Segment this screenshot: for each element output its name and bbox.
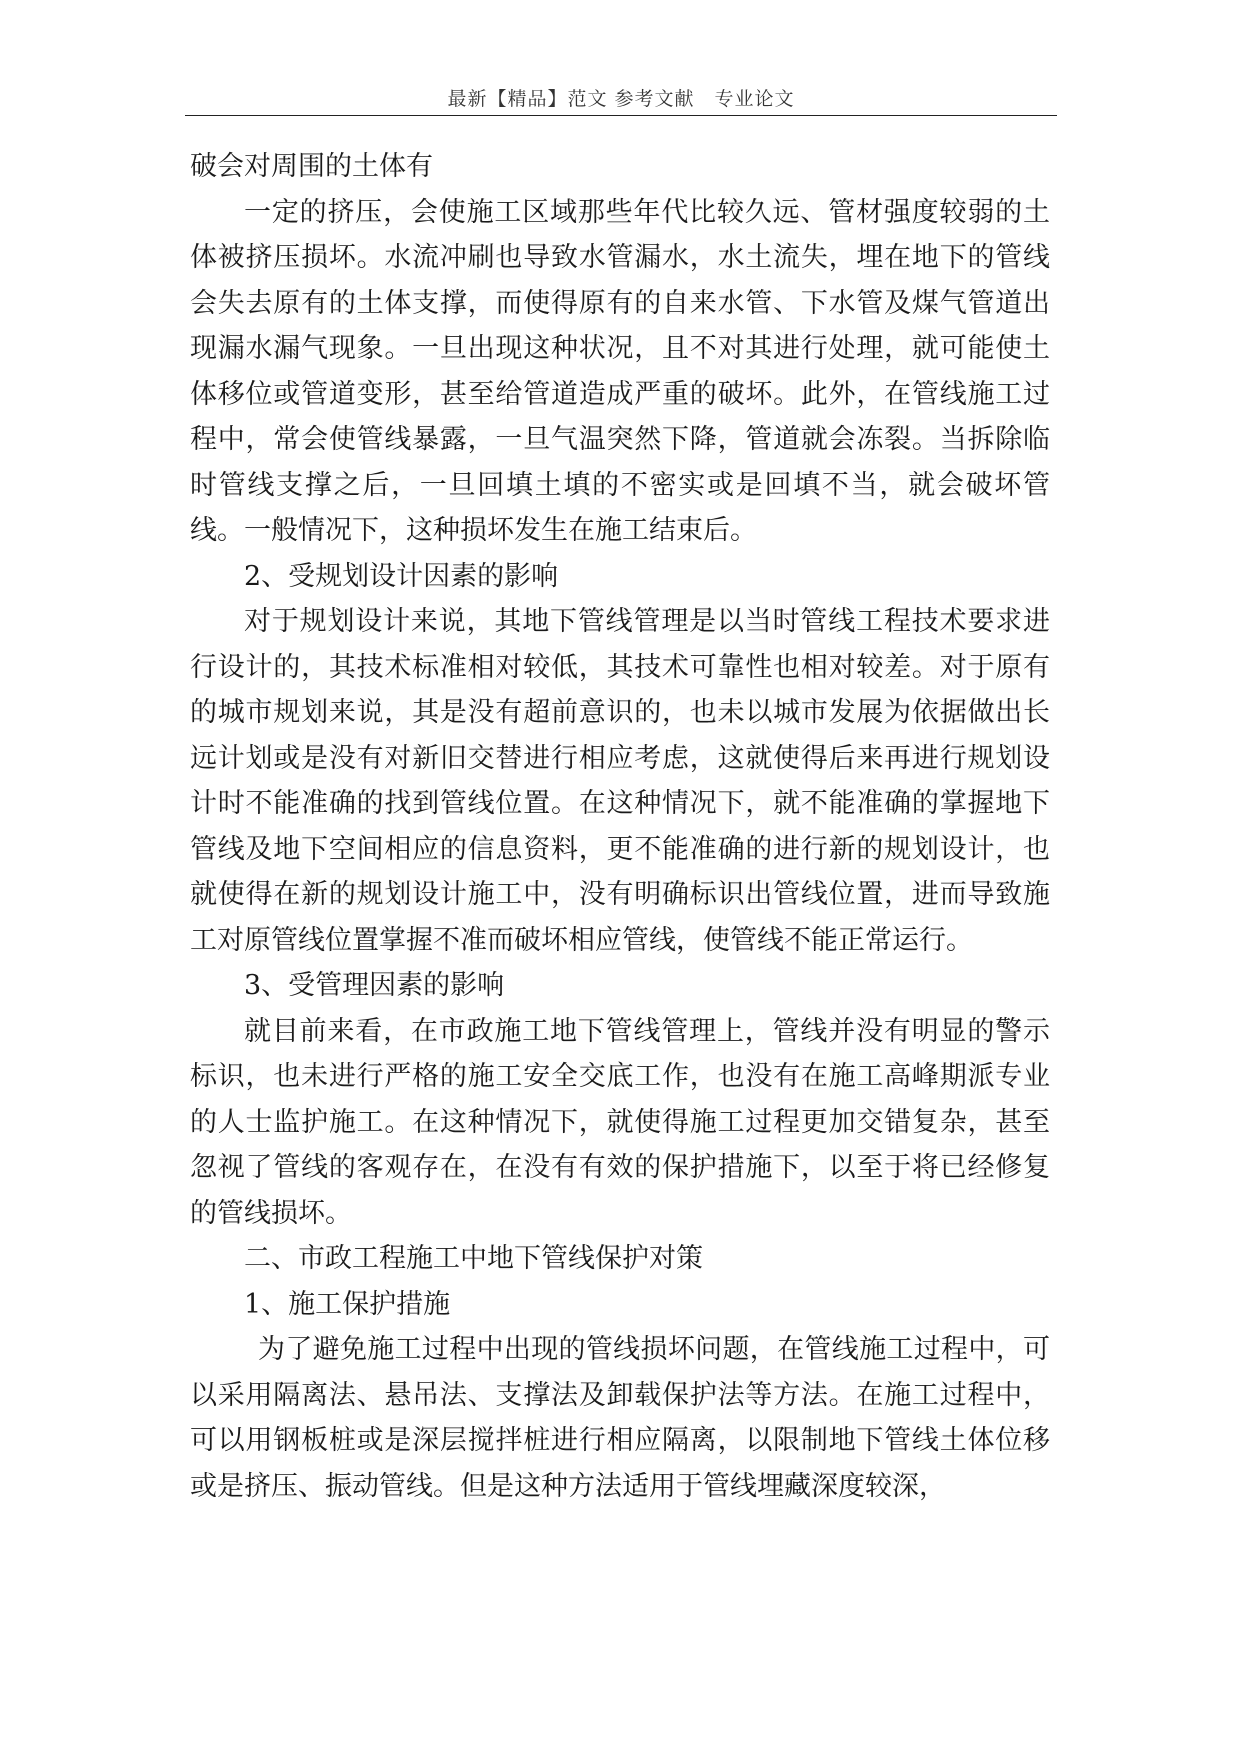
paragraph-continuation: 破会对周围的土体有 <box>190 151 433 182</box>
document-body <box>190 144 1050 1509</box>
section-heading-protection: 二、市政工程施工中地下管线保护对策 <box>244 1243 703 1274</box>
subheading-management: 3、受管理因素的影响 <box>244 970 505 1001</box>
subheading-construction-protection: 1、施工保护措施 <box>244 1288 451 1320</box>
paragraph-management: 就目前来看，在市政施工地下管线管理上，管线并没有明显的警示标识，也未进行严格的施工安全交底工作，也没有在施工高峰期派专业的人士监护施工。在这种情况下，就使得施工过程更加交错复杂，甚至忽视了管线的客观存在，在没有有效的保护措施下，以至于将已经修复的管线损坏。 <box>190 1015 1050 1229</box>
header-divider <box>185 115 1057 116</box>
page-header: 最新【精品】范文 参考文献 专业论文 <box>447 88 795 110</box>
paragraph-construction-protection: 为了避免施工过程中出现的管线损坏问题，在管线施工过程中，可以采用隔离法、悬吊法、支撑法及卸载保护法等方法。在施工过程中，可以用钢板桩或是深层搅拌桩进行相应隔离，以限制地下管线土体位移或是挤压、振动管线。但是这种方法适用于管线埋藏深度较深， <box>190 1334 1050 1502</box>
paragraph-construction-damage: 一定的挤压，会使施工区域那些年代比较久远、管材强度较弱的土体被挤压损坏。水流冲刷也导致水管漏水，水土流失，埋在地下的管线会失去原有的土体支撑，而使得原有的自来水管、下水管及煤气管道出现漏水漏气现象。一旦出现这种状况，且不对其进行处理，就可能使土体移位或管道变形，甚至给管道造成严重的破坏。此外，在管线施工过程中，常会使管线暴露，一旦气温突然下降，管道就会冻裂。当拆除临时管线支撑之后，一旦回填土填的不密实或是回填不当，就会破坏管线。一般情况下，这种损坏发生在施工结束后。 <box>190 196 1050 546</box>
paragraph-planning-design: 对于规划设计来说，其地下管线管理是以当时管线工程技术要求进行设计的，其技术标准相对较低，其技术可靠性也相对较差。对于原有的城市规划来说，其是没有超前意识的，也未以城市发展为依据做出长远计划或是没有对新旧交替进行相应考虑，这就使得后来再进行规划设计时不能准确的找到管线位置。在这种情况下，就不能准确的掌握地下管线及地下空间相应的信息资料，更不能准确的进行新的规划设计，也就使得在新的规划设计施工中，没有明确标识出管线位置，进而导致施工对原管线位置掌握不准而破坏相应管线，使管线不能正常运行。 <box>190 606 1050 956</box>
subheading-planning-design: 2、受规划设计因素的影响 <box>244 560 559 592</box>
